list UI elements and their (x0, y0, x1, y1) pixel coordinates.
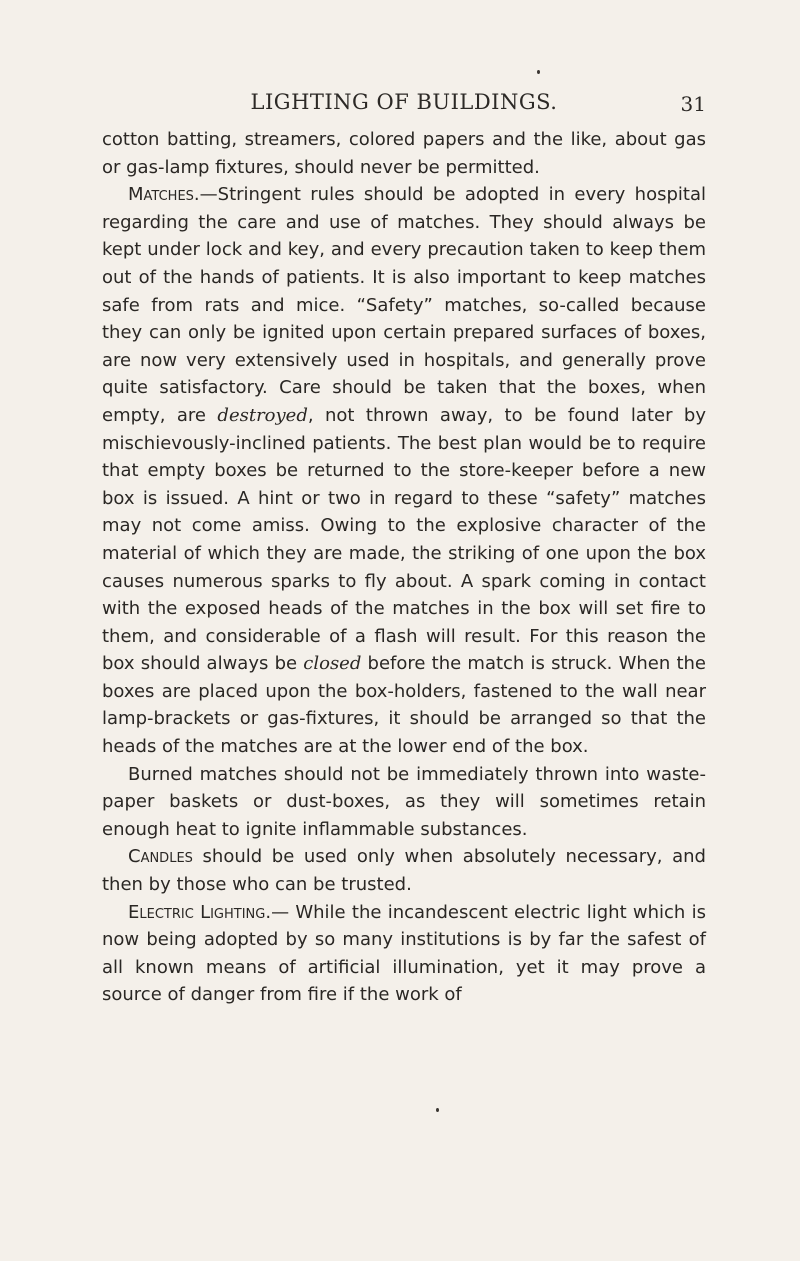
body-text (102, 126, 706, 1009)
paragraph-text: , not thrown away, to be found later by mischievously-inclined patients. The best plan would be to require that empty boxes be returned to the store-keeper before a new box is issued. A hint or two in regard to these “safety” matches may not come amiss. Owing to the explosive character of the material of which they are made, the striking of one upon the box causes numerous sparks to fly about. A spark coming in contact with the exposed heads of the matches in the box will set fire to them, and considerable of a flash will result. For this reason the box should always be (102, 404, 706, 675)
page-number: 31 (680, 92, 706, 116)
running-title: LIGHTING OF BUILDINGS. (250, 90, 558, 114)
section-heading-matches: Matches. (128, 184, 200, 206)
emphasis-destroyed: destroyed (217, 404, 308, 426)
paragraph-electric-lighting (102, 899, 706, 1009)
ink-mark-top (537, 70, 540, 74)
paragraph-text: should be used only when absolutely necessary, and then by those who can be trusted. (102, 846, 706, 896)
section-heading-electric-lighting: Electric Lighting. (128, 901, 272, 923)
page-header (102, 90, 706, 126)
paragraph-text: before the match is struck. When the boxes are placed upon the box-holders, fastened to the wall near lamp-brackets or gas-fixtures, it should be arranged so that the heads of the matches are at the lower end of the box. (102, 653, 707, 758)
paragraph-continuation (102, 126, 706, 181)
emphasis-closed: closed (303, 653, 362, 675)
paragraph-burned-matches (102, 761, 706, 844)
paragraph-text: cotton batting, streamers, colored papers and the like, about gas or gas-lamp fixtures, should never be permitted. (102, 129, 706, 178)
paragraph-text: Burned matches should not be immediately thrown into waste-paper baskets or dust-boxes, as they will sometimes retain enough heat to ignite inflammable substances. (102, 763, 706, 840)
paragraph-matches (102, 181, 706, 760)
book-page (102, 90, 706, 1009)
section-heading-candles: Candles (128, 846, 193, 868)
ink-mark-bottom (436, 1108, 439, 1112)
paragraph-candles (102, 843, 706, 898)
paragraph-text: — While the incandescent electric light which is now being adopted by so many institutions is by far the safest of all known means of artificial illumination, yet it may prove a source of danger from fire if the work of (102, 901, 706, 1006)
paragraph-text: —Stringent rules should be adopted in every hospital regarding the care and use of matches. They should always be kept under lock and key, and every precaution taken to keep them out of the hands of patients. It is also important to keep matches safe from rats and mice. “Safety” matches, so-called because they can only be ignited upon certain prepared surfaces of boxes, are now very extensively used in hospitals, and generally prove quite satisfactory. Care should be taken that the boxes, when empty, are (102, 184, 706, 426)
